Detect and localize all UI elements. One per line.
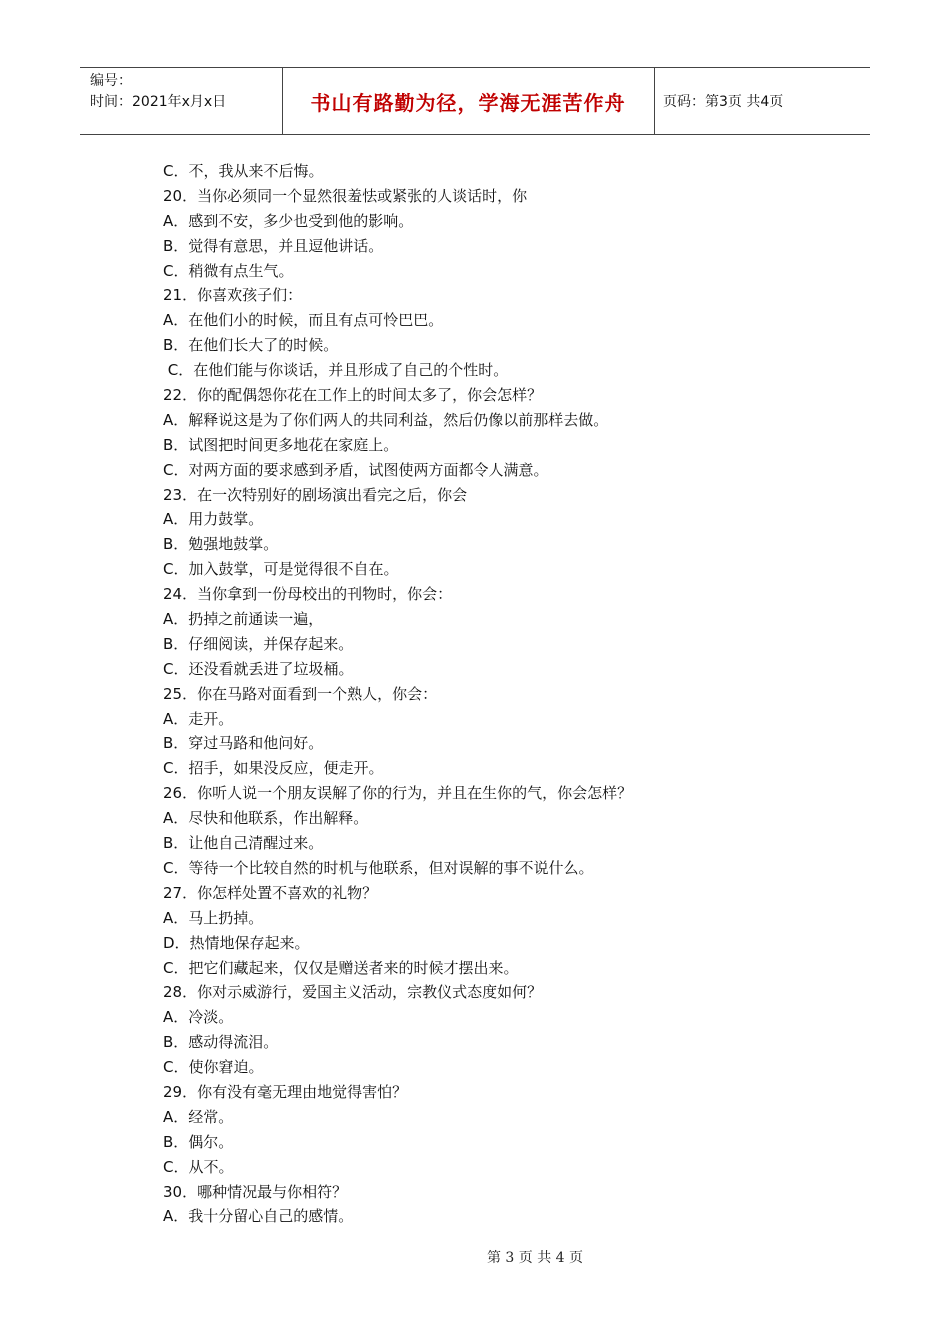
- text-line: C．把它们藏起来，仅仅是赠送者来的时候才摆出来。: [163, 958, 519, 977]
- text-line: C．还没看就丢进了垃圾桶。: [163, 659, 354, 678]
- text-line: B．偶尔。: [163, 1132, 234, 1151]
- text-line: B．勉强地鼓掌。: [163, 535, 279, 554]
- text-line: B．在他们长大了的时候。: [163, 336, 339, 355]
- text-line: A．感到不安，多少也受到他的影响。: [163, 211, 414, 230]
- text-line: 29．你有没有毫无理由地觉得害怕？: [163, 1082, 408, 1101]
- document-body: [163, 159, 863, 1229]
- text-line: A．在他们小的时候，而且有点可怜巴巴。: [163, 311, 444, 330]
- text-line: C．使你窘迫。: [163, 1058, 264, 1077]
- text-line: A．走开。: [163, 709, 234, 728]
- text-line: 26．你听人说一个朋友误解了你的行为，并且在生你的气，你会怎样？: [163, 784, 633, 803]
- text-line: C．稍微有点生气。: [163, 261, 294, 280]
- text-line: A．马上扔掉。: [163, 908, 264, 927]
- text-line: 30．哪种情况最与你相符？: [163, 1182, 348, 1201]
- text-line: A．解释说这是为了你们两人的共同利益，然后仍像以前那样去做。: [163, 410, 609, 429]
- text-line: C．不，我从来不后悔。: [163, 162, 324, 180]
- text-line: B．仔细阅读，并保存起来。: [163, 634, 354, 653]
- text-line: A．扔掉之前通读一遍，: [163, 610, 324, 629]
- text-line: 27．你怎样处置不喜欢的礼物？: [163, 883, 378, 902]
- text-line: 25．你在马路对面看到一个熟人，你会：: [163, 684, 438, 703]
- text-line: C．对两方面的要求感到矛盾，试图使两方面都令人满意。: [163, 460, 549, 479]
- page-header: [80, 67, 870, 135]
- footer-page-number: 第 3 页 共 4 页: [486, 1250, 584, 1266]
- text-line: C．加入鼓掌，可是觉得很不自在。: [163, 560, 399, 579]
- text-line: A．尽快和他联系，作出解释。: [163, 809, 369, 828]
- text-line: A．我十分留心自己的感情。: [163, 1207, 354, 1226]
- text-line: B．让他自己清醒过来。: [163, 834, 324, 853]
- text-line: 28．你对示威游行，爱国主义活动，宗教仪式态度如何？: [163, 983, 543, 1002]
- text-line: 24．当你拿到一份母校出的刊物时，你会：: [163, 585, 453, 604]
- text-line: C．招手，如果没反应，便走开。: [163, 759, 384, 778]
- header-page-label: 页码：第3页 共4页: [663, 94, 784, 110]
- text-line: A．经常。: [163, 1107, 234, 1126]
- text-line: B．觉得有意思，并且逗他讲话。: [163, 236, 384, 255]
- text-line: 23．在一次特别好的剧场演出看完之后，你会: [163, 485, 468, 504]
- page-footer: [0, 1247, 950, 1267]
- text-line: 22．你的配偶怨你花在工作上的时间太多了，你会怎样？: [163, 386, 543, 405]
- text-line: C．从不。: [163, 1157, 234, 1176]
- text-line: D．热情地保存起来。: [163, 933, 310, 952]
- header-divider-right: [654, 67, 655, 135]
- header-motto: 书山有路勤为径，学海无涯苦作舟: [310, 90, 626, 115]
- text-line: 21．你喜欢孩子们：: [163, 286, 303, 305]
- serial-label: 编号：: [90, 73, 132, 89]
- text-line: A．用力鼓掌。: [163, 510, 264, 529]
- text-line: B．穿过马路和他问好。: [163, 734, 324, 753]
- date-label: 时间：2021年x月x日: [90, 94, 227, 110]
- text-line: B．感动得流泪。: [163, 1033, 279, 1052]
- header-meta: [90, 71, 226, 113]
- text-line: A．冷淡。: [163, 1008, 234, 1027]
- text-line: C．等待一个比较自然的时机与他联系，但对误解的事不说什么。: [163, 858, 594, 877]
- text-line: C．在他们能与你谈话，并且形成了自己的个性时。: [163, 361, 509, 380]
- text-line: 20．当你必须同一个显然很羞怯或紧张的人谈话时，你: [163, 186, 528, 205]
- text-line: B．试图把时间更多地花在家庭上。: [163, 435, 399, 454]
